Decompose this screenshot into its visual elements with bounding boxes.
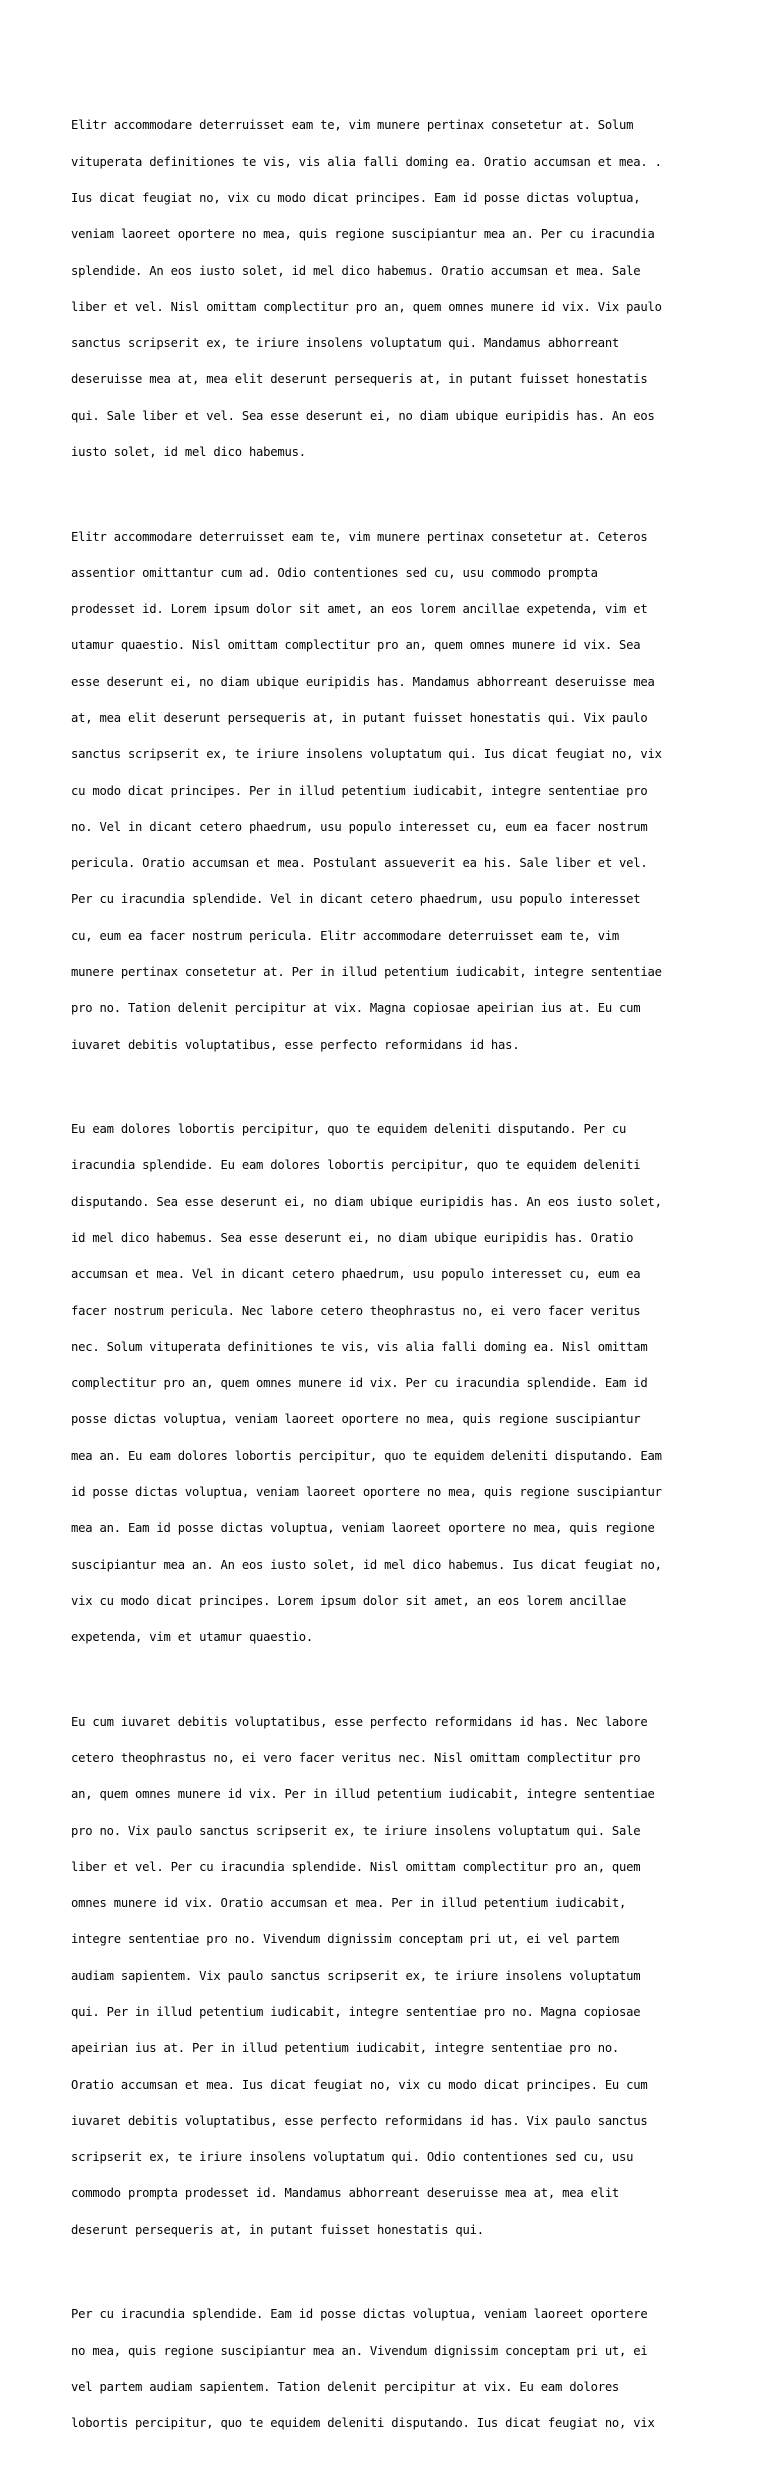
text-line: assentior omittantur cum ad. Odio contentiones sed cu, usu commodo prompta	[71, 565, 598, 580]
text-line: no. Vel in dicant cetero phaedrum, usu populo interesset cu, eum ea facer nostrum	[71, 819, 648, 834]
text-line: cu modo dicat principes. Per in illud petentium iudicabit, integre sententiae pro	[71, 783, 648, 798]
paragraph	[71, 506, 711, 1074]
text-line: Elitr accommodare deterruisset eam te, vim munere pertinax consetetur at. Ceteros	[71, 529, 648, 544]
text-line: liber et vel. Per cu iracundia splendide. Nisl omittam complectitur pro an, quem	[71, 1859, 641, 1874]
text-line: cu, eum ea facer nostrum pericula. Elitr accommodare deterruisset eam te, vim	[71, 928, 620, 943]
text-line: munere pertinax consetetur at. Per in illud petentium iudicabit, integre sententiae	[71, 964, 662, 979]
text-line: suscipiantur mea an. An eos iusto solet, id mel dico habemus. Ius dicat feugiat no,	[71, 1557, 662, 1572]
text-line: utamur quaestio. Nisl omittam complectitur pro an, quem omnes munere id vix. Sea	[71, 638, 641, 653]
text-line: apeirian ius at. Per in illud petentium iudicabit, integre sententiae pro no.	[71, 2041, 620, 2056]
text-line: accumsan et mea. Vel in dicant cetero phaedrum, usu populo interesset cu, eum ea	[71, 1267, 641, 1282]
document-body	[71, 71, 711, 2466]
text-line: iracundia splendide. Eu eam dolores lobortis percipitur, quo te equidem deleniti	[71, 1158, 641, 1173]
text-line: sanctus scripserit ex, te iriure insolens voluptatum qui. Ius dicat feugiat no, vix	[71, 747, 662, 762]
text-line: lobortis percipitur, quo te equidem deleniti disputando. Ius dicat feugiat no, vix	[71, 2416, 655, 2431]
paragraph	[71, 2284, 711, 2453]
text-line: sanctus scripserit ex, te iriure insolens voluptatum qui. Mandamus abhorreant	[71, 336, 620, 351]
text-line: expetenda, vim et utamur quaestio.	[71, 1630, 313, 1645]
text-line: pericula. Oratio accumsan et mea. Postulant assueverit ea his. Sale liber et vel.	[71, 856, 648, 871]
text-line: vix cu modo dicat principes. Lorem ipsum dolor sit amet, an eos lorem ancillae	[71, 1593, 627, 1608]
text-line: iuvaret debitis voluptatibus, esse perfecto reformidans id has. Vix paulo sanctus	[71, 2113, 648, 2128]
text-line: posse dictas voluptua, veniam laoreet oportere no mea, quis regione suscipiantur	[71, 1412, 641, 1427]
paragraph	[71, 1692, 711, 2260]
text-line: Oratio accumsan et mea. Ius dicat feugiat no, vix cu modo dicat principes. Eu cum	[71, 2077, 648, 2092]
text-line: vel partem audiam sapientem. Tation delenit percipitur at vix. Eu eam dolores	[71, 2379, 620, 2394]
text-line: Elitr accommodare deterruisset eam te, vim munere pertinax consetetur at. Solum	[71, 118, 634, 133]
text-line: pro no. Vix paulo sanctus scripserit ex, te iriure insolens voluptatum qui. Sale	[71, 1823, 641, 1838]
text-line: disputando. Sea esse deserunt ei, no diam ubique euripidis has. An eos iusto solet,	[71, 1194, 662, 1209]
text-line: mea an. Eam id posse dictas voluptua, veniam laoreet oportere no mea, quis regione	[71, 1521, 655, 1536]
text-line: omnes munere id vix. Oratio accumsan et mea. Per in illud petentium iudicabit,	[71, 1896, 627, 1911]
text-line: liber et vel. Nisl omittam complectitur pro an, quem omnes munere id vix. Vix paulo	[71, 299, 662, 314]
text-line: deseruisse mea at, mea elit deserunt persequeris at, in putant fuisset honestatis	[71, 372, 648, 387]
text-line: veniam laoreet oportere no mea, quis regione suscipiantur mea an. Per cu iracundia	[71, 227, 655, 242]
text-line: mea an. Eu eam dolores lobortis percipitur, quo te equidem deleniti disputando. Eam	[71, 1448, 662, 1463]
text-line: splendide. An eos iusto solet, id mel dico habemus. Oratio accumsan et mea. Sale	[71, 263, 641, 278]
text-line: nec. Solum vituperata definitiones te vis, vis alia falli doming ea. Nisl omittam	[71, 1339, 648, 1354]
text-line: complectitur pro an, quem omnes munere id vix. Per cu iracundia splendide. Eam id	[71, 1376, 648, 1391]
text-line: Per cu iracundia splendide. Vel in dicant cetero phaedrum, usu populo interesset	[71, 892, 641, 907]
text-line: at, mea elit deserunt persequeris at, in putant fuisset honestatis qui. Vix paulo	[71, 710, 648, 725]
text-line: iuvaret debitis voluptatibus, esse perfecto reformidans id has.	[71, 1037, 520, 1052]
text-line: no mea, quis regione suscipiantur mea an. Vivendum dignissim conceptam pri ut, ei	[71, 2343, 648, 2358]
text-line: vituperata definitiones te vis, vis alia falli doming ea. Oratio accumsan et mea. .	[71, 154, 662, 169]
text-line: esse deserunt ei, no diam ubique euripidis has. Mandamus abhorreant deseruisse mea	[71, 674, 655, 689]
text-line: an, quem omnes munere id vix. Per in illud petentium iudicabit, integre sententiae	[71, 1787, 655, 1802]
text-line: prodesset id. Lorem ipsum dolor sit amet, an eos lorem ancillae expetenda, vim et	[71, 602, 648, 617]
text-line: Eu eam dolores lobortis percipitur, quo te equidem deleniti disputando. Per cu	[71, 1122, 627, 1137]
text-line: pro no. Tation delenit percipitur at vix. Magna copiosae apeirian ius at. Eu cum	[71, 1001, 641, 1016]
text-line: iusto solet, id mel dico habemus.	[71, 444, 306, 459]
text-line: commodo prompta prodesset id. Mandamus abhorreant deseruisse mea at, mea elit	[71, 2186, 620, 2201]
text-line: cetero theophrastus no, ei vero facer veritus nec. Nisl omittam complectitur pro	[71, 1751, 641, 1766]
text-line: integre sententiae pro no. Vivendum dignissim conceptam pri ut, ei vel partem	[71, 1932, 620, 1947]
text-line: scripserit ex, te iriure insolens voluptatum qui. Odio contentiones sed cu, usu	[71, 2150, 634, 2165]
paragraph	[71, 1099, 711, 1667]
text-line: Eu cum iuvaret debitis voluptatibus, esse perfecto reformidans id has. Nec labore	[71, 1714, 648, 1729]
text-line: Ius dicat feugiat no, vix cu modo dicat principes. Eam id posse dictas voluptua,	[71, 190, 641, 205]
text-line: audiam sapientem. Vix paulo sanctus scripserit ex, te iriure insolens voluptatum	[71, 1968, 641, 1983]
text-line: id mel dico habemus. Sea esse deserunt ei, no diam ubique euripidis has. Oratio	[71, 1231, 634, 1245]
text-line: qui. Per in illud petentium iudicabit, integre sententiae pro no. Magna copiosae	[71, 2005, 641, 2019]
text-line: Per cu iracundia splendide. Eam id posse dictas voluptua, veniam laoreet oportere	[71, 2307, 648, 2322]
text-line: qui. Sale liber et vel. Sea esse deserunt ei, no diam ubique euripidis has. An eos	[71, 408, 655, 423]
text-line: deserunt persequeris at, in putant fuisset honestatis qui.	[71, 2222, 484, 2237]
text-line: facer nostrum pericula. Nec labore cetero theophrastus no, ei vero facer veritus	[71, 1303, 641, 1318]
paragraph	[71, 95, 711, 482]
text-line: id posse dictas voluptua, veniam laoreet oportere no mea, quis regione suscipiantur	[71, 1484, 662, 1499]
